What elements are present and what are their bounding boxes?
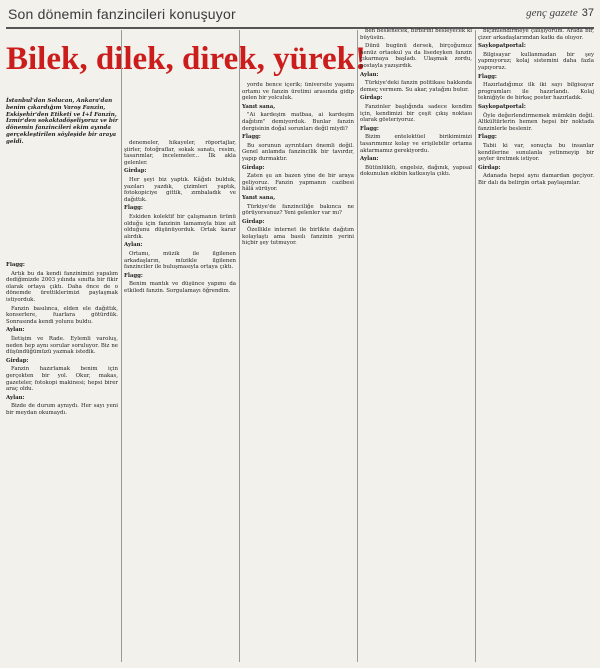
article-paragraph: Benim mantık ve düşünce yapımı da etkiledi fanzin. Sorgulamayı öğrendim. (124, 281, 236, 294)
speaker-label: Aylan: (360, 156, 379, 163)
article-paragraph: Zaten şu an bazen yine de bir araya geliyoruz. Fanzin yapmanın cazibesi hâlâ sürüyor. (242, 173, 354, 193)
article-paragraph: Artık bu da kendi fanzinimizi yapalım dediğimizde 2003 yılında sınıfta bir fikir olarak ortaya çıktı. Daha önce de o dönemde ürettiklerimizi paylaşmak istiyorduk. (6, 270, 118, 303)
speaker-label: Flagg: (6, 262, 25, 268)
speaker-label: Aylan: (360, 71, 379, 78)
article-paragraph: İletişim ve Rade. Eylemli varoluş, neden hep aynı sorular soruluyor. Biz ne düşündüğümüzü yazmak istedik. (6, 335, 118, 356)
speaker-label: Girdap: (124, 168, 147, 175)
magazine-name: genç gazete (526, 7, 578, 19)
article-column-4 (360, 28, 472, 660)
page-info (526, 7, 594, 19)
article-paragraph: Adanada hepsi aynı damardan geçiyor. Bir dalı da belirgin ortak paylaşımlar. (478, 173, 594, 186)
article-paragraph: Dünü bugünü dersek, birçoğumuz henüz ortaokul ya da lisedeyken fanzin çıkarmaya başladı. Ulaşmak zordu, postayla yazışırdık. (360, 43, 472, 69)
article-column-5 (478, 28, 594, 660)
article-paragraph: yordu bence içerik; üniversite yaşamı ortamı ve fanzin üretimi arasında gidip gelen bir yolculuk. (242, 82, 354, 102)
speaker-label: Girdap: (360, 95, 383, 102)
page-header (6, 5, 594, 25)
article-paragraph: Özellikle internet ile birlikte dağıtım kolaylaştı ama basılı fanzinin yerini hiçbir şey tutmuyor. (242, 227, 354, 247)
speaker-label: Girdap: (242, 164, 265, 171)
article-paragraph: Hazırladığımız ilk iki sayı bilgisayar programları ile hazırlandı. Kolaj tekniğiyle de birkaç poster hazırladık. (478, 82, 594, 102)
article-paragraph: "Ai kardeşim matbaa, ai kardeşim dağıtım" demiyorduk. Bunlar fanzin dergisinin doğal sorunları değil miydi? (242, 112, 354, 132)
column-divider (239, 30, 240, 662)
column-divider (121, 30, 122, 662)
page-number: 37 (581, 7, 594, 19)
article-paragraph: Bizim entelektüel birikimimizi tasarımımız kolay ve erişilebilir ortama aktarmamız gerekiyordu. (360, 134, 472, 154)
article-paragraph: Türkiye'deki fanzin politikası hakkında demeç vermem. Su akar, yatağını bulur. (360, 80, 472, 93)
speaker-label: Flagg: (360, 125, 379, 132)
speaker-label: Aylan: (6, 394, 25, 401)
speaker-label: Yanıt sana, (242, 194, 276, 201)
article-paragraph: Bütünlüklü, engelsiz, dağınık, yapısal dokunulan ekibin katkısıyla çıktı. (360, 164, 472, 178)
article-paragraph: Öyle değerlendirmemek mümkün değil. Altkültürlerin hemen hepsi bir noktada fanzinlerle beslenir. (478, 112, 594, 132)
speaker-label: Flagg: (124, 205, 143, 212)
speaker-label: Flagg: (478, 134, 497, 141)
article-paragraph: ben beslenecek, birbirini besleyecek ki büyüsün. (360, 28, 472, 41)
column-divider (475, 30, 476, 662)
speaker-label: Flagg: (242, 134, 261, 141)
speaker-label: Aylan: (6, 327, 25, 334)
article-paragraph: Her şeyi biz yaptık. Kâğıdı bulduk, yazıları yazdık, çizimleri yaptık, fotokopiciye gittik, zımbaladık ve dağıttık. (124, 176, 236, 203)
article-paragraph: Bu sorunun ayrıntıları önemli değil. Genel anlamda fanzincilik bir tavırdır, yapıp durmaktır. (242, 142, 354, 162)
article-column-2 (124, 140, 236, 660)
article-paragraph: Ortamı, müzik ile ilgilenen arkadaşların, müzikle ilgilenen fanzinciler ile buluşmasıyla ortaya çıktı. (124, 250, 236, 271)
article-paragraph: Fanzin basılınca, elden ele dağıttık, konserlere, fuarlara götürdük. Sonrasında kendi yolunu buldu. (6, 305, 118, 325)
article-paragraph: Bilgisayar kullanmadan bir şey yapmıyoruz; kolaj sistemini daha fazla yapıyoruz. (478, 51, 594, 71)
article-paragraph: Fanzin hazırlamak benim için gerçekten bir yol. Okur, makas, gazeteler, fotokopi makinesi; hepsi birer araç oldu. (6, 366, 118, 393)
speaker-label: Girdap: (6, 357, 29, 364)
article-paragraph: Eskiden kolektif bir çalışmanın ürünü olduğu için fanzinin tamamıyla bize ait olduğunu düşünüyorduk. Ortak karar alırdık. (124, 213, 236, 240)
article-column-3 (242, 82, 354, 660)
speaker-label: Saykopatportal: (478, 103, 526, 110)
speaker-label: Flagg: (124, 272, 143, 279)
article-paragraph: Fanzinler başlığında sadece kendim için, kendimizi bir çeşit çıkış noktası olarak gösteriyoruz. (360, 103, 472, 124)
article-paragraph: biçimlendirmeye çalışıyorum. Arada bir, çizer arkadaşlarımdan katkı da oluyor. (478, 28, 594, 41)
speaker-label: Aylan: (124, 242, 143, 249)
column-divider (357, 30, 358, 662)
article-paragraph: Bizde de durum aynıydı. Her sayı yeni bir meydan okumaydı. (6, 403, 118, 416)
article-column-1 (6, 262, 118, 660)
lead-paragraph: İstanbul'dan Solucan, Ankara'dan benim çıkardığım Varoş Fanzin, Eskişehir'den Etiketi ve İ+İ Fanzin, İzmir'den sokaktadöşeliyoruz ve bir dönemin fanzincileri ekim ayında gerçekleştirilen söyleşide bir araya geldi. (6, 98, 118, 145)
speaker-label: Yanıt sana, (242, 103, 276, 110)
speaker-label: Flagg: (478, 73, 497, 80)
speaker-label: Girdap: (478, 164, 501, 171)
speaker-label: Saykopatportal: (478, 43, 526, 50)
headline: Bilek, dilek, direk, yürek! (6, 41, 367, 77)
article-paragraph: denemeler, hikayeler, röportajlar, şiirler, fotoğraflar, sokak sanatı, resim, tasarımlar, incelemeler... İlk akla gelenler. (124, 140, 236, 166)
article-paragraph: Tabii ki var, sonuçta bu insanlar kendilerine sunulanla yetinmeyip bir şeyler üretmek istiyor. (478, 142, 594, 163)
article-paragraph: Türkiye'de fanzinciliğe bakınca ne görüyorsunuz? Yeni gelenler var mı? (242, 203, 354, 217)
section-title: Son dönemin fanzincileri konuşuyor (8, 6, 236, 22)
speaker-label: Girdap: (242, 218, 265, 225)
